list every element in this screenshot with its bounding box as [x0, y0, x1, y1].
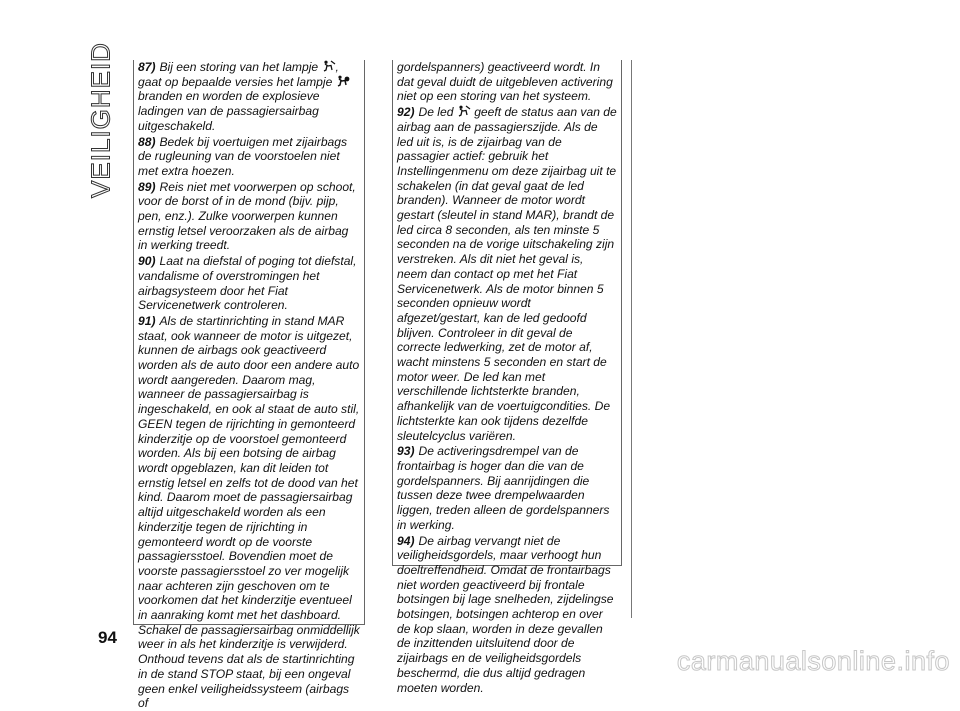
- note-number: 93): [397, 444, 415, 459]
- section-title-text: VEILIGHEID: [85, 42, 116, 198]
- airbag-off-icon: [322, 60, 336, 72]
- note-89: [138, 180, 360, 254]
- note-text: , gaat op bepaalde versies het lampje: [138, 60, 339, 89]
- note-88: [138, 135, 360, 179]
- note-number: 89): [138, 179, 156, 194]
- note-text: Laat na diefstal of poging tot diefstal, vandalisme of overstromingen het airbagsysteem door het Fiat Servicenetwerk controleren.: [138, 254, 357, 313]
- note-number: 88): [138, 134, 156, 149]
- note-text: gordelspanners) geactiveerd wordt. In dat geval duidt de uitgebleven activering niet op een storing van het systeem.: [397, 60, 613, 104]
- note-87: [138, 60, 360, 134]
- page-number: 94: [98, 628, 117, 647]
- note-number: 90): [138, 254, 156, 269]
- note-90: [138, 254, 360, 313]
- note-number: 87): [138, 60, 156, 74]
- note-text: Bij een storing van het lampje: [159, 60, 319, 74]
- airbag-off-icon: [336, 75, 350, 87]
- right-column: [392, 60, 622, 695]
- note-text: De led: [418, 105, 454, 120]
- left-column: [133, 60, 365, 711]
- note-93: [397, 444, 617, 532]
- note-text: geeft de status aan van de airbag aan de passagierszijde. Als de led uit is, is de zijairbag van de passagier actief: gebruik het Instellingenmenu om deze zijairbag uit te schakelen (in dat geval gaat de led branden). Wanneer de motor wordt gestart (sleutel in stand MAR), brandt de led circa 8 seconden, als ten minste 5 seconden na de vorige uitschakeling zijn verstreken. Als dit niet het geval is, neem dan contact op met het Fiat Servicenetwerk. Als de motor binnen 5 seconden opnieuw wordt afgezet/gestart, kan de led gedoofd blijven. Controleer in dit geval de correcte ledwerking, zet de motor af, wacht minstens 5 seconden en start de motor weer. De led kan met verschillende lichtsterkte branden, afhankelijk van de voertuigcondities. De lichtsterkte kan ook tijdens dezelfde sleutelcyclus variëren.: [397, 105, 617, 443]
- column-divider: [631, 60, 632, 618]
- note-number: 91): [138, 313, 156, 328]
- note-text: Als de startinrichting in stand MAR staat, ook wanneer de motor is uitgezet, kunnen de airbags ook geactiveerd worden als de auto door een andere auto wordt aangereden. Daarom mag, wanneer de passagiersairbag is ingeschakeld, en ook al staat de auto stil, GEEN tegen de rijrichting in gemonteerd kinderzitje op de voorstoel gemonteerd worden. Als bij een botsing de airbag wordt opgeblazen, kan dit leiden tot ernstig letsel en zelfs tot de dood van het kind. Daarom moet de passagiersairbag altijd uitgeschakeld worden als een kinderzitje tegen de rijrichting in gemonteerd wordt op de voorste passagiersstoel. Bovendien moet de voorste passagiersstoel zo ver mogelijk naar achteren zijn geschoven om te voorkomen dat het kinderzitje eventueel in aanraking komt met het dashboard. Schakel de passagiersairbag onmiddellijk weer in als het kinderzitje is verwijderd. Onthoud tevens dat als de startinrichting in de stand STOP staat, bij een ongeval geen enkel veiligheidssysteem (airbags of: [138, 313, 360, 711]
- note-number: 94): [397, 533, 415, 548]
- note-text: De activeringsdrempel van de frontairbag is hoger dan die van de gordelspanners. Bij aanrijdingen die tussen deze twee drempelwaarden liggen, treden alleen de gordelspanners in werking.: [397, 444, 610, 532]
- note-number: 92): [397, 105, 415, 120]
- note-92: [397, 105, 617, 443]
- note-91-continued: [397, 60, 617, 104]
- airbag-off-icon: [457, 105, 471, 117]
- note-text: Reis niet met voorwerpen op schoot, voor de borst of in de mond (bijv. pijp, pen, enz.). Zulke voorwerpen kunnen ernstig letsel veroorzaken als de airbag in werking treedt.: [138, 179, 356, 253]
- note-text: branden en worden de explosieve ladingen van de passagiersairbag uitgeschakeld.: [138, 89, 320, 133]
- section-title: [85, 42, 116, 198]
- watermark: carmanualsonline.info: [676, 646, 950, 676]
- note-text: Bedek bij voertuigen met zijairbags de rugleuning van de voorstoelen niet met extra hoezen.: [138, 134, 348, 178]
- note-91: [138, 314, 360, 711]
- note-text: De airbag vervangt niet de veiligheidsgordels, maar verhoogt hun doeltreffendheid. Omdat de frontairbags niet worden geactiveerd bij frontale botsingen bij lage snelheden, zijdelingse botsingen, botsingen achterop en over de kop slaan, worden in deze gevallen de inzittenden uitsluitend door de zijairbags en de veiligheidsgordels beschermd, die dus altijd gedragen moeten worden.: [397, 533, 614, 695]
